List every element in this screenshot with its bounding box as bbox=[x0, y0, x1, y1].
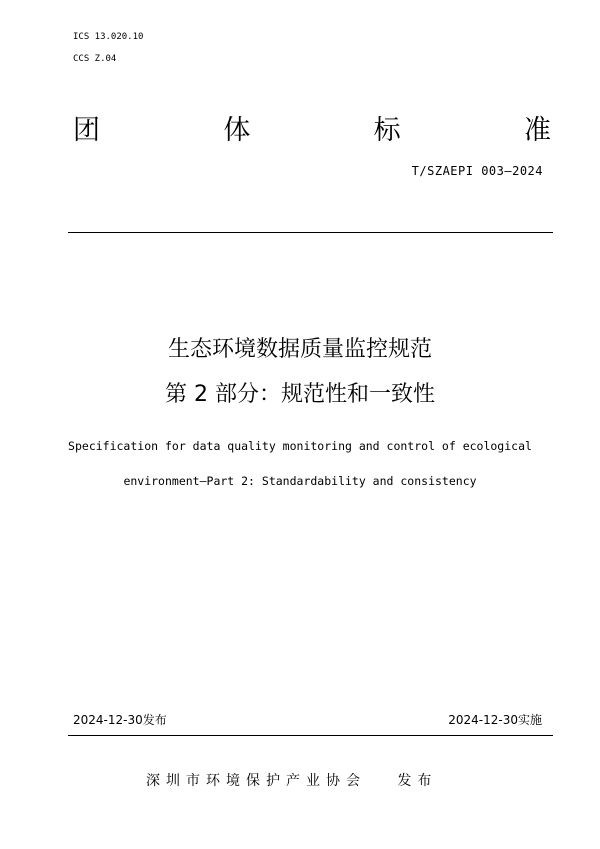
standard-type-char: 团 bbox=[73, 115, 100, 146]
ccs-code: CCS Z.04 bbox=[73, 54, 117, 64]
implementation-date: 2024-12-30实施 bbox=[448, 713, 542, 727]
standard-type-char: 标 bbox=[373, 115, 401, 146]
bottom-divider bbox=[68, 735, 553, 736]
chinese-title-line-1: 生态环境数据质量监控规范 bbox=[167, 337, 432, 362]
standard-code: T/SZAEPI 003—2024 bbox=[411, 164, 543, 178]
publish-date: 2024-12-30发布 bbox=[73, 713, 167, 727]
standard-type-heading bbox=[73, 113, 551, 149]
english-title-line-1: Specification for data quality monitoring and control of ecological bbox=[68, 439, 532, 453]
ics-code: ICS 13.020.10 bbox=[73, 32, 144, 42]
standard-type-char: 准 bbox=[523, 115, 551, 146]
top-divider bbox=[68, 232, 553, 233]
chinese-title-line-2: 第 2 部分：规范性和一致性 bbox=[165, 382, 435, 407]
publisher: 深圳市环境保护产业协会 发布 bbox=[146, 773, 438, 789]
standard-type-char: 体 bbox=[223, 115, 251, 146]
english-title-line-2: environment—Part 2: Standardability and consistency bbox=[123, 474, 477, 488]
